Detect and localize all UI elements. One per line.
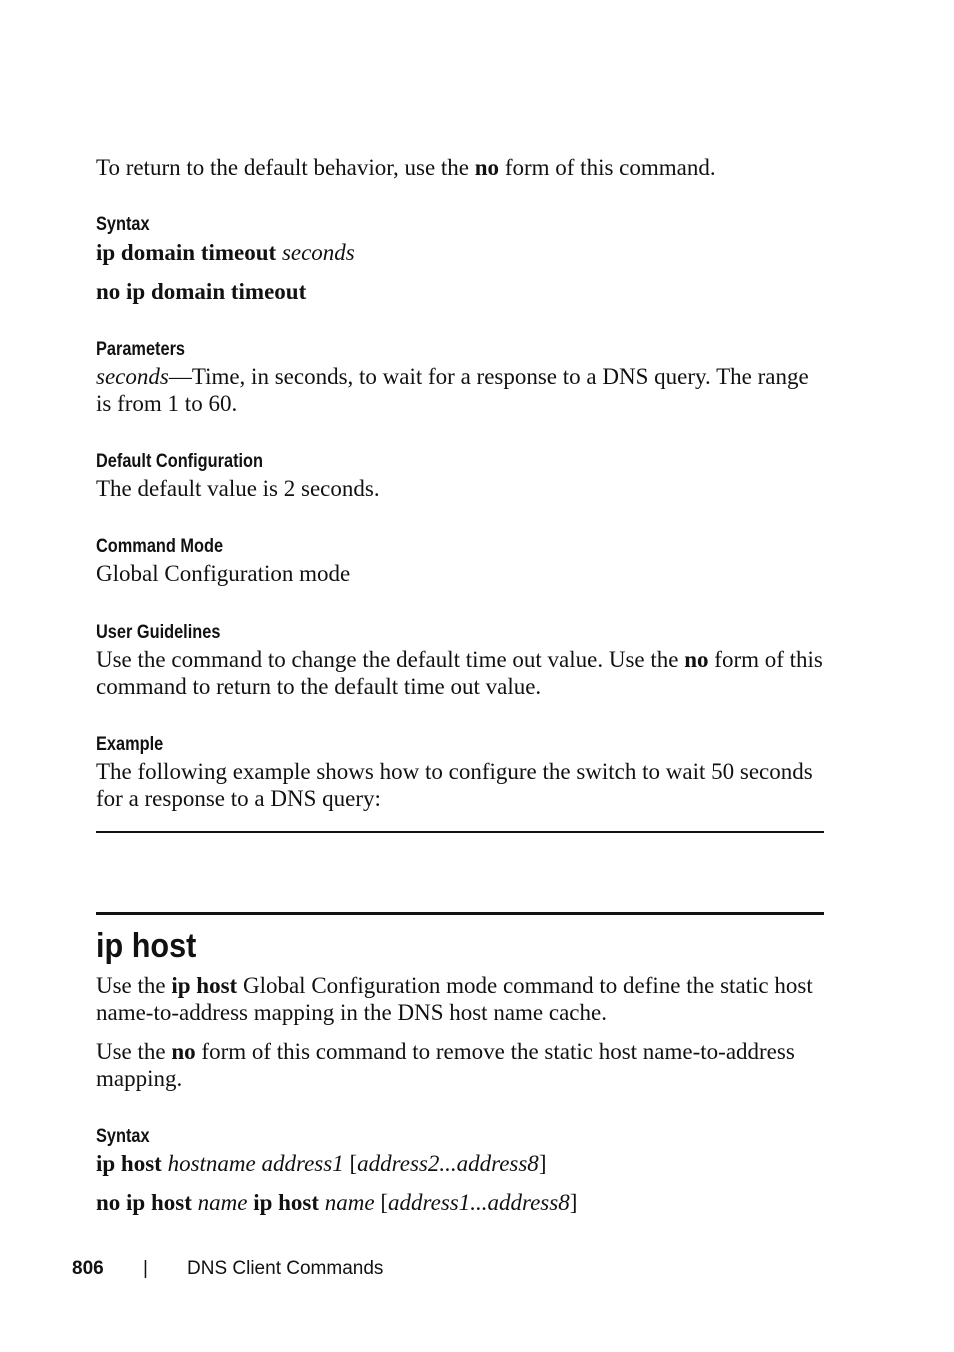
example-heading: Example bbox=[96, 734, 164, 755]
parameter-description: —Time, in seconds, to wait for a response to a DNS query. The range is from 1 to 60. bbox=[96, 364, 809, 416]
user-guidelines-text bbox=[96, 646, 824, 700]
page-title: ip host bbox=[96, 927, 197, 965]
guidelines-text: Use the command to change the default time out value. Use the bbox=[96, 647, 685, 672]
ip-host-description bbox=[96, 972, 824, 1026]
syntax-command-2: ip host bbox=[253, 1190, 320, 1215]
example-text: The following example shows how to configure the switch to wait 50 seconds for a response to a DNS query: bbox=[96, 759, 813, 811]
ip-host-syntax-heading: Syntax bbox=[96, 1126, 150, 1147]
bracket-close: ] bbox=[538, 1151, 547, 1176]
command-mode-heading: Command Mode bbox=[96, 536, 224, 557]
description-keyword: ip host bbox=[171, 973, 238, 998]
default-config-text: The default value is 2 seconds. bbox=[96, 476, 380, 501]
bracket-open: [ bbox=[349, 1151, 358, 1176]
guidelines-text-end: form of this command to return to the default time out value. bbox=[96, 647, 823, 699]
example-divider bbox=[96, 831, 824, 833]
description-text-end: Global Configuration mode command to define the static host name-to-address mapping in the DNS host name cache. bbox=[96, 973, 813, 1025]
user-guidelines-heading: User Guidelines bbox=[96, 622, 221, 643]
bracket-open: [ bbox=[380, 1190, 389, 1215]
intro-paragraph bbox=[96, 154, 824, 181]
ip-host-no-form bbox=[96, 1038, 824, 1092]
description-text: Use the bbox=[96, 973, 172, 998]
parameters-text bbox=[96, 363, 824, 417]
parameter-name: seconds bbox=[96, 364, 169, 389]
syntax-arguments: hostname address1 bbox=[167, 1151, 344, 1176]
intro-keyword: no bbox=[474, 155, 500, 180]
syntax-argument: name bbox=[197, 1190, 248, 1215]
syntax-optional: address1...address8 bbox=[388, 1190, 570, 1215]
syntax-line-1 bbox=[96, 239, 824, 266]
bracket-close: ] bbox=[569, 1190, 578, 1215]
syntax-argument: seconds bbox=[281, 240, 355, 265]
footer-separator: | bbox=[143, 1258, 148, 1279]
parameters-heading: Parameters bbox=[96, 339, 186, 360]
syntax-optional: address2...address8 bbox=[357, 1151, 539, 1176]
ip-host-syntax-line-1 bbox=[96, 1150, 824, 1177]
guidelines-keyword: no bbox=[684, 647, 709, 672]
syntax-command: ip host bbox=[96, 1151, 162, 1176]
command-mode-text: Global Configuration mode bbox=[96, 561, 351, 586]
default-config-heading: Default Configuration bbox=[96, 451, 264, 472]
ip-host-syntax-line-2 bbox=[96, 1189, 824, 1216]
syntax-heading: Syntax bbox=[96, 214, 150, 235]
no-form-text-end: form of this command to remove the static host name-to-address mapping. bbox=[96, 1039, 795, 1091]
syntax-command: no ip host bbox=[96, 1190, 192, 1215]
syntax-argument-2: name bbox=[324, 1190, 375, 1215]
intro-text-end: form of this command. bbox=[499, 155, 716, 180]
chapter-title: DNS Client Commands bbox=[187, 1258, 384, 1279]
syntax-command: ip domain timeout bbox=[96, 240, 277, 265]
page-number: 806 bbox=[72, 1258, 104, 1279]
no-form-keyword: no bbox=[171, 1039, 196, 1064]
intro-text: To return to the default behavior, use the bbox=[96, 155, 475, 180]
syntax-line-2: no ip domain timeout bbox=[96, 279, 307, 304]
no-form-text: Use the bbox=[96, 1039, 172, 1064]
section-divider bbox=[96, 912, 824, 915]
